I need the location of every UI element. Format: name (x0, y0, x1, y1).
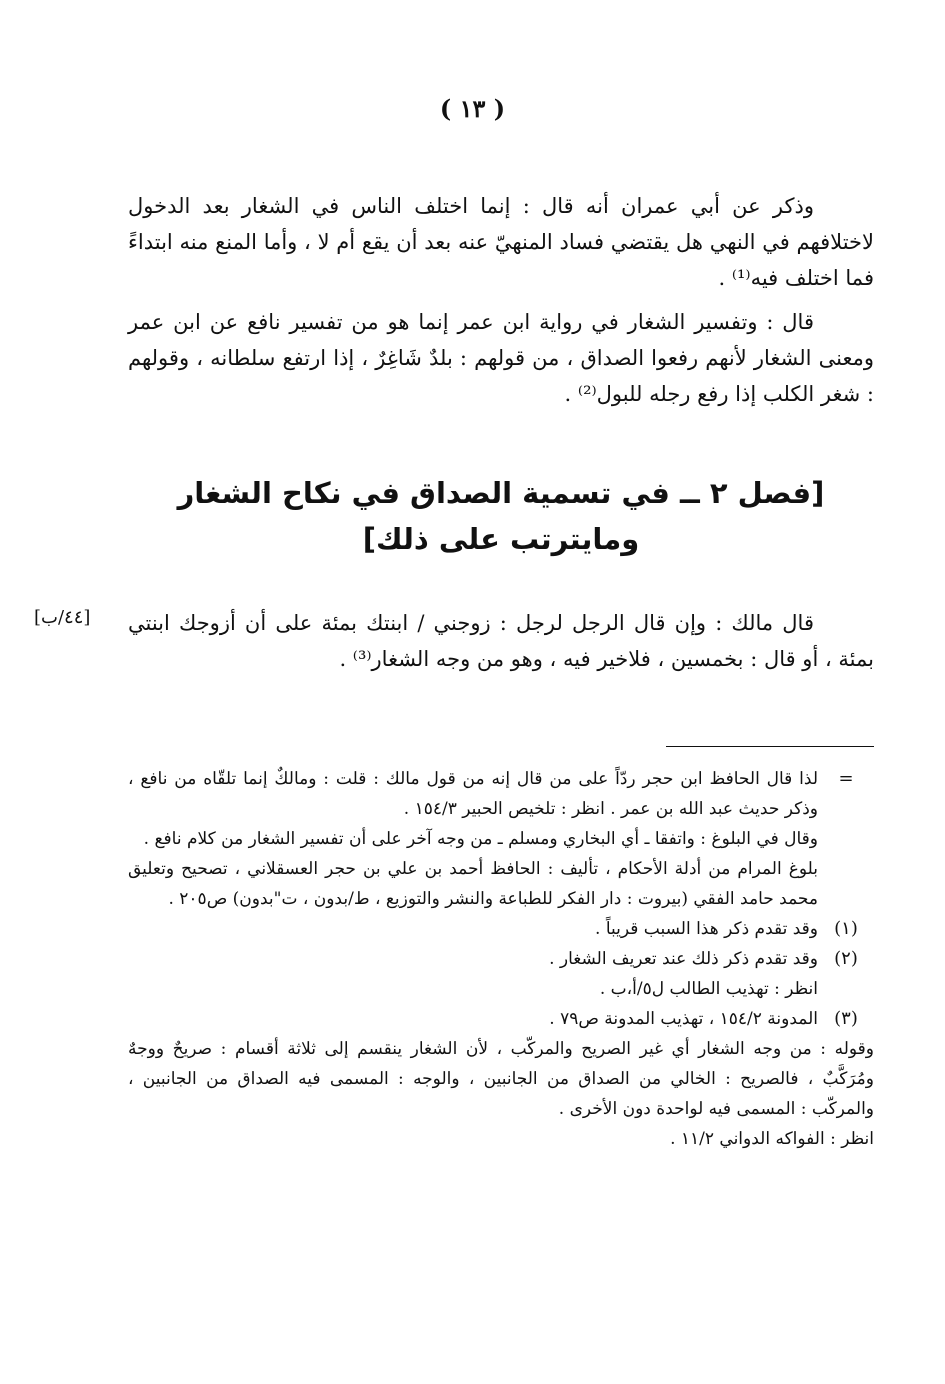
footnote-1 (128, 914, 874, 944)
paragraph-abu-imran: وذكر عن أبي عمران أنه قال : إنما اختلف الناس في الشغار بعد الدخول لاختلافهم في النهي هل يقتضي فساد المنهيّ عنه بعد أن يقع أم لا ، وأما المنع منه ابتداءً فما اختلف فيه⁽¹⁾ . (128, 194, 874, 290)
footnote-2-mark: (٢) (834, 948, 858, 969)
footnote-1-mark: (١) (834, 918, 858, 939)
footnote-line: المدونة ١٥٤/٢ ، تهذيب المدونة ص٧٩ . (549, 1009, 818, 1029)
footnote-3 (128, 1004, 874, 1034)
footnote-line: انظر : تهذيب الطالب ل٥/أ،ب . (599, 979, 818, 999)
footnote-continuation-mark: = (838, 768, 854, 789)
section-heading-line-1: [فصل ٢ ــ في تسمية الصداق في نكاح الشغار (177, 476, 825, 510)
footnote-3-continuation (128, 1034, 874, 1154)
footnote-2 (128, 944, 874, 1004)
footnote-3-mark: (٣) (834, 1008, 858, 1029)
footnote-line: وقال في البلوغ : واتفقا ـ أي البخاري ومسلم ـ من وجه آخر على أن تفسير الشغار من كلام نافع . (143, 829, 818, 849)
folio-marker: [٤٤/ب] (34, 607, 91, 628)
footnote-continuation (128, 764, 874, 914)
paragraph-shighar-definition: قال : وتفسير الشغار في رواية ابن عمر إنما هو من تفسير نافع عن ابن عمر ومعنى الشغار لأنهم رفعوا الصداق ، من قولهم : بلدٌ شَاغِرٌ ، إذا ارتفع سلطانه ، وقولهم : شغر الكلب إذا رفع رجله للبول⁽²⁾ . (128, 310, 874, 406)
section-heading (128, 470, 874, 562)
footnote-line: وقوله : من وجه الشغار أي غير الصريح والمركّب ، لأن الشغار ينقسم إلى ثلاثة أقسام : صريحٌ ووجهٌ ومُرَكَّبٌ ، فالصريح : الخالي من الصداق من الجانبين ، والوجه : المسمى فيه الصداق من الجانبين ، والمركّب : المسمى فيه لواحدة دون الأخرى . (128, 1039, 874, 1119)
page-number: ( ١٣ ) (439, 94, 506, 123)
footnotes (128, 764, 874, 1154)
paragraph-malik: قال مالك : وإن قال الرجل لرجل : زوجني / ابنتك بمئة على أن أزوجك ابنتي بمئة ، أو قال : بخمسين ، فلاخير فيه ، وهو من وجه الشغار⁽³⁾ . (128, 611, 874, 671)
main-text-top (128, 188, 874, 412)
footnote-line: لذا قال الحافظ ابن حجر ردّاً على من قال إنه من قول مالك : قلت : ومالكٌ إنما تلقّاه من نافع ، وذكر حديث عبد الله بن عمر . انظر : تلخيص الحبير ١٥٤/٣ . (128, 769, 818, 819)
section-heading-line-2: ومايترتب على ذلك] (362, 522, 640, 556)
footnote-line: انظر : الفواكه الدواني ١١/٢ . (670, 1129, 874, 1149)
footnote-line: بلوغ المرام من أدلة الأحكام ، تأليف : الحافظ أحمد بن علي بن حجر العسقلاني ، تصحيح وتعليق محمد حامد الفقي (بيروت : دار الفكر للطباعة والنشر والتوزيع ، ط/بدون ، ت"بدون) ص٢٠٥ . (128, 859, 818, 909)
footnote-line: وقد تقدم ذكر هذا السبب قريباً . (595, 919, 818, 939)
footnote-separator (666, 746, 874, 747)
main-text-bottom (128, 605, 874, 677)
footnote-line: وقد تقدم ذكر ذلك عند تعريف الشغار . (549, 949, 818, 969)
